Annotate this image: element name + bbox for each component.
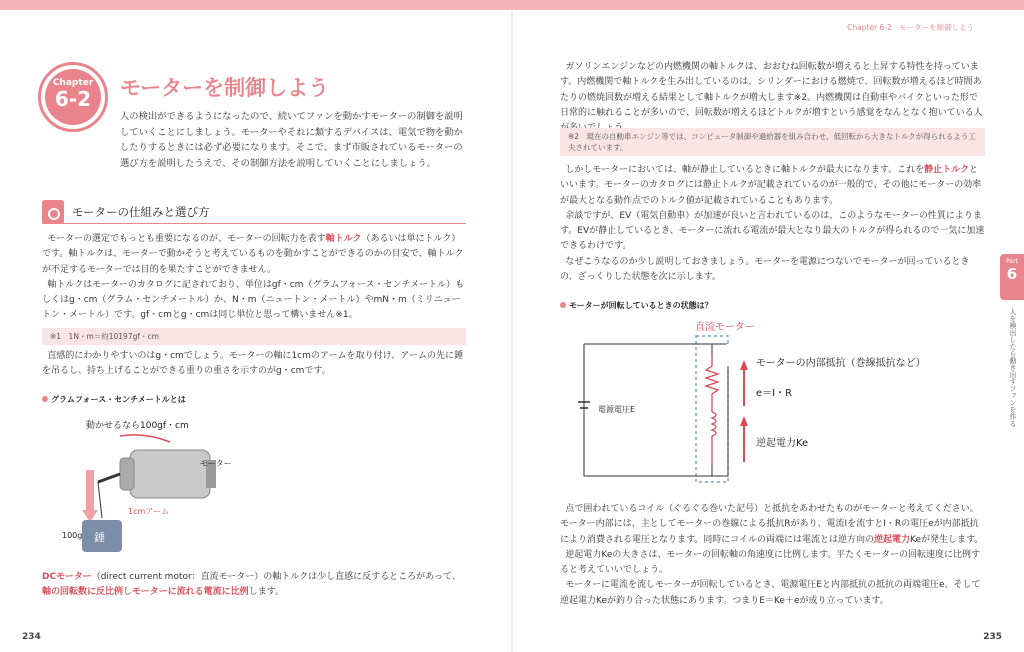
part-number: 6 (1006, 265, 1018, 283)
up-arrow-icon (740, 360, 748, 462)
right-body-3: 点で囲われているコイル（ぐるぐる巻いた記号）と抵抗をあわせたものがモーターと考えてください。モーター内部には、主としてモーターの巻線による抵抗Rがあり、電流Iを流すとI・Rの電圧eが内部抵抗により消費される電圧となります。同時にコイルの両端には電流とは逆方向の逆起電力Keが発生します。 逆起電力Keの大きさは、モーターの回転軸の角速度に比例します。平たくモーターの回転速度に比例すると考えていいでしょう。 モーターに電流を流しモーターが回転しているとき、電源電圧Eと内部抵抗の抵抗の両端電圧e、そして逆起電力Keが釣り合った状態にあります。つまりE＝Ke＋eが成り立っています。 (560, 502, 985, 609)
running-header: Chapter 6-2 モーターを制御しよう (847, 23, 974, 32)
section-heading (42, 198, 466, 224)
section-icon (42, 200, 64, 224)
section-title: モーターの仕組みと選び方 (72, 205, 210, 219)
fig2-eq-label: e＝I・R (756, 388, 793, 399)
paragraph-ev: 余談ですが、EV（電気自動車）が加速が良いと言われているのは、このようなモーターの性質によります。EVが静止しているとき、モーターに流れる電流が最大となり最大のトルクが得られるので一気に加速できるわけです。 (560, 210, 985, 252)
paragraph-engine: ガソリンエンジンなどの内燃機関の軸トルクは、おおむね回転数が増えると上昇する特性を持っています。内燃機関で軸トルクを生み出しているのは、シリンダーにおける燃焼で、回転数が増えるほど時間あたりの燃焼回数が増える結果として軸トルクが増大します※2。内燃機関は自動車やバイクといった形で日常的に触れることが多いので、回転数が増えるほどトルクが増すという感覚をなんとなく抱いている人 (560, 62, 983, 118)
top-border (0, 0, 1024, 10)
part-tab (1000, 254, 1024, 300)
paragraph-dc-motor: DCモーター（direct current motor：直流モーター）の軸トルクは少し直感に反するところがあって、軸の回転数に反比例しモーターに流れる電流に比例します。 (42, 572, 461, 598)
figure-2-caption: モーターが回転しているときの状態は？ (560, 300, 713, 311)
coil-icon (712, 412, 716, 466)
motor-body-icon (120, 450, 216, 498)
chapter-title: モーターを制御しよう (120, 76, 330, 100)
footnote-1: ※1 1N・m＝約10197gf・cm (42, 328, 466, 345)
badge-number: 6-2 (54, 87, 92, 111)
paragraph-back-emf: 逆起電力Keの大きさは、モーターの回転軸の角速度に比例します。平たくモーターの回転速度に比例すると考えていいでしょう。 (560, 549, 980, 576)
keyword-back-emf: 逆起電力 (874, 534, 911, 545)
paragraph-balance: モーターに電流を流しモーターが回転しているとき、電源電圧Eと内部抵抗の抵抗の両端電圧e、そして逆起電力Keが釣り合った状態にあります。つまりE＝Ke＋eが成り立っています。 (560, 580, 981, 606)
intro-text: 人の検出ができるようになったので、続いてファンを動かすモーターの制御を説明していくことにしましょう。モーターやそれに類するデバイスは、電気で物を動かしたりするときには必ず必要になります。そこで、まず市販されているモーターの選び方を説明したうえで、その制御方法を説明していくことにしましょう。 (120, 111, 463, 169)
side-running-title: 人を検出したら動き出すファンを作る (1009, 308, 1017, 427)
figure-1-caption: グラムフォース・センチメートルとは (42, 394, 186, 405)
left-page (0, 10, 512, 652)
motor-circuit-diagram (570, 316, 970, 491)
fig1-label-arm: 1cmアーム (128, 507, 170, 516)
right-body-2: しかしモーターにおいては、軸が静止しているときに軸トルクが最大になります。これを静止トルクといいます。モーターのカタログには静止トルクが記載されているのが一般的で、その他にモーターの効率が最大となる動作点でのトルク値が記載されていることもあります。 余談ですが、EV（電気自動車）が加速が良いと言われているのは、このようなモーターの性質によります。EVが静止しているとき、モーターに流れる電流が最大となり最大のトルクが得られるので一気に加速できるわけです。 なぜこうなるのか少し説明しておきましょう。モーターを電源につないでモーターが回っているときの、ざっくりした状態を次に示します。 (560, 163, 985, 285)
fig2-title: 直流モーター (695, 322, 755, 333)
fig2-resist-label: モーターの内部抵抗（巻線抵抗など） (756, 358, 926, 369)
motor-torque-figure (50, 410, 330, 560)
paragraph-units: 軸トルクはモーターのカタログに記されており、単位はgf・cm（グラムフォース・センチメートル）もしくはg・cm（グラム・センチメートル）か、N・m（ニュートン・メートル）やmN・m（ミリニュートン・メートル）です。gf・cmとg・cmは同じ単位と思って構いません※1。 (42, 279, 465, 321)
keyword-static-torque: 静止トルク (924, 165, 969, 175)
page-number-left: 234 (22, 632, 41, 642)
chapter-badge (38, 62, 108, 132)
fig1-label-weight: 100g (62, 531, 83, 540)
resistor-icon (706, 344, 728, 412)
paragraph-explain: なぜこうなるのか少し説明しておきましょう。モーターを電源につないでモーターが回っているときの、ざっくりした状態を次に示します。 (560, 256, 970, 283)
page-number-right: 235 (983, 632, 1002, 642)
footnote-2: ※2 現在の自動車エンジン等では、コンピュータ制御や過給器を組み合わせ、低回転から大きなトルクが得られるよう工夫されています。 (560, 128, 985, 156)
fig1-label-motor: モーター (200, 459, 232, 468)
keyword-axial-torque: 軸トルク (325, 234, 362, 244)
paragraph-gcm: 直感的にわかりやすいのはg・cmでしょう。モーターの軸に1cmのアームを取り付け、アームの先に錘を吊るし、持ち上げることができる重りの重さを示すのがg・cmです。 (42, 351, 464, 377)
svg-text:錘: 錘 (94, 531, 105, 544)
weight-icon (82, 520, 122, 552)
fig2-source-label: 電源電圧E (598, 405, 636, 414)
right-page (512, 10, 1024, 652)
fig2-back-emf-label: 逆起電力Ke (756, 438, 809, 449)
badge-chapter-label: Chapter (52, 78, 94, 88)
part-label: Part (1006, 258, 1018, 265)
left-body-1: モーターの選定でもっとも重要になるのが、モーターの回転力を表す軸トルク（あるいは単にトルク）です。軸トルクは、モーターで動かそうと考えているものを動かすことができるのかの目安で、軸トルクが不足するモーターでは目的を果たすことができません。 軸トルクはモーターのカタログに記されており、単位はgf・cm（グラムフォース・センチメートル）もしくはg・cm（グラム・センチメートル）か、N・m（ニュートン・メートル）やmN・m（ミリニュートン・メートル）です。gf・cmとg・cmは同じ単位と思って構いません※1。 (42, 232, 466, 324)
fig1-label-top: 動かせるなら100gf・cm (86, 421, 189, 431)
